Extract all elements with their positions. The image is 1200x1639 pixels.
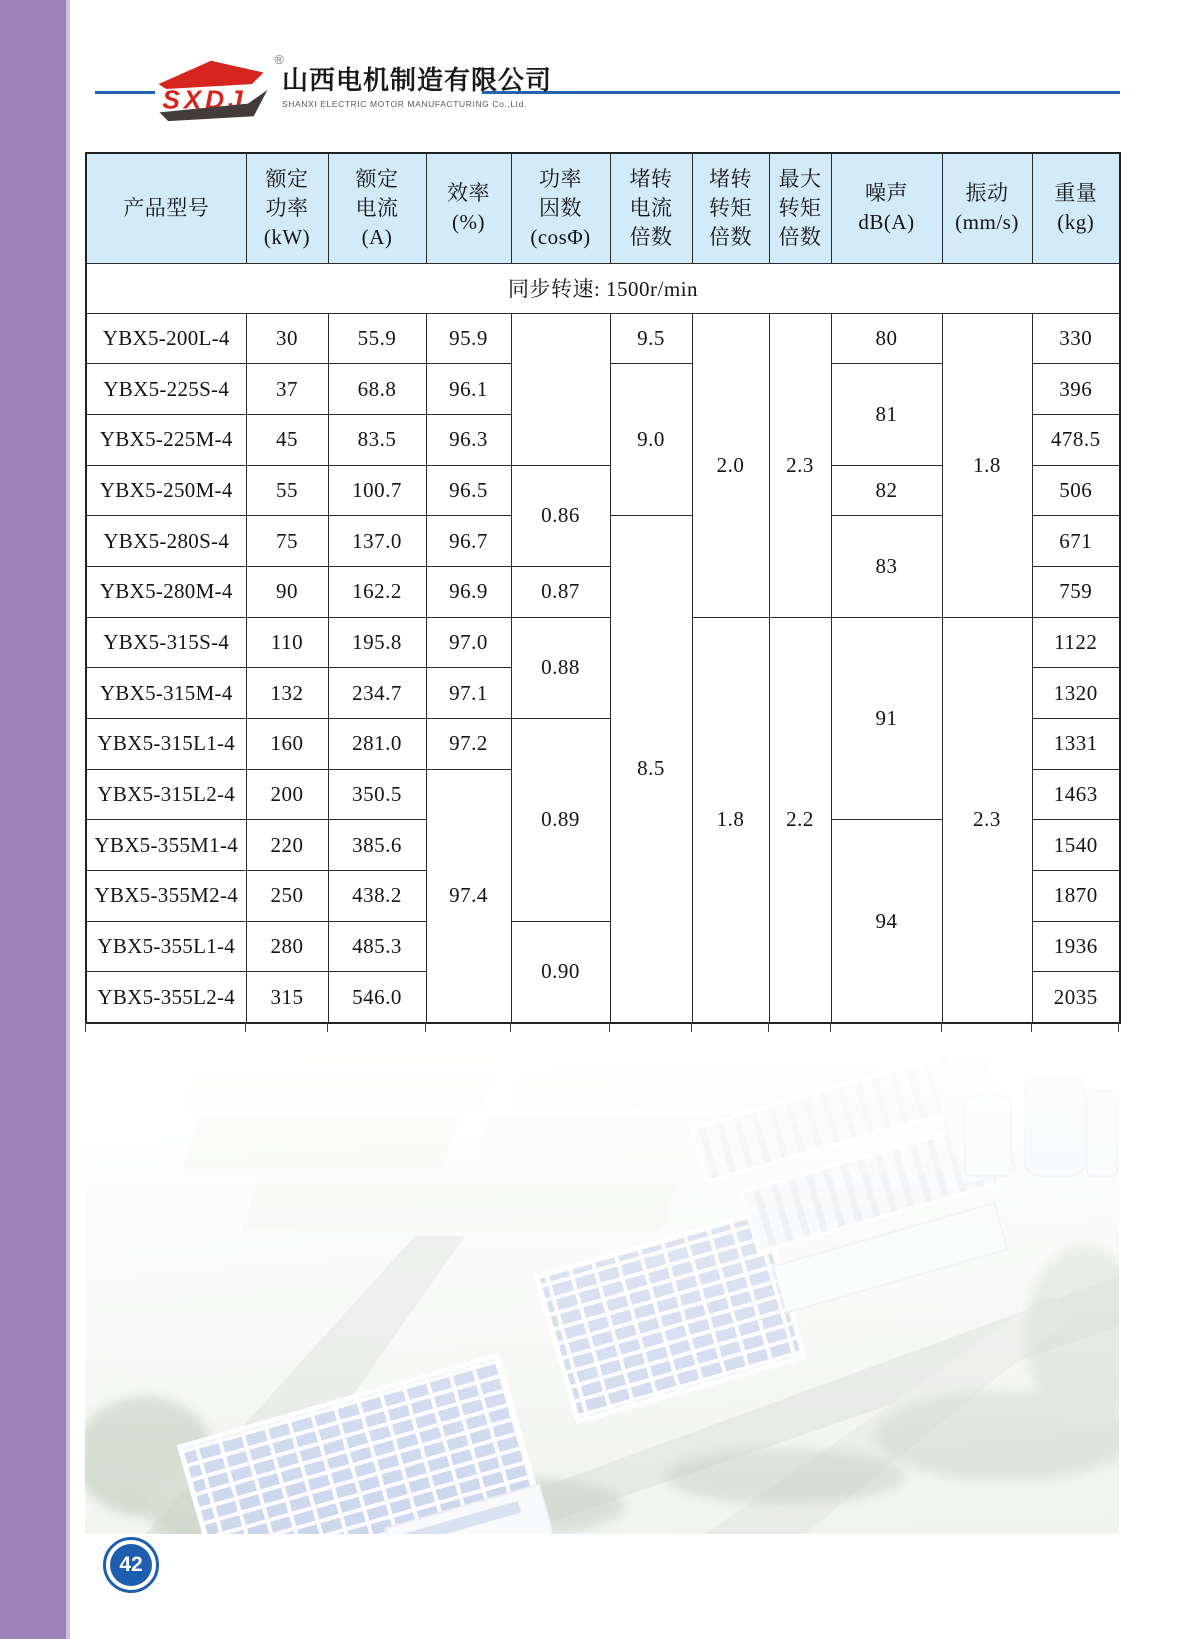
cell-model-r4: YBX5-250M-4: [86, 465, 246, 516]
cell-current-r3: 83.5: [328, 414, 426, 465]
company-name-en: SHANXI ELECTRIC MOTOR MANUFACTURING Co.,Ltd.: [282, 99, 527, 109]
cell-current-r10: 350.5: [328, 769, 426, 820]
cell-current-r11: 385.6: [328, 820, 426, 871]
cell-weight-r11: 1540: [1032, 820, 1120, 871]
cell-power-r7: 110: [246, 617, 328, 668]
cell-current-r5: 137.0: [328, 516, 426, 567]
header-rule-right: [482, 91, 1120, 94]
cell-model-r14: YBX5-355L2-4: [86, 972, 246, 1023]
cell-current-r12: 438.2: [328, 871, 426, 922]
sync-speed-label: 同步转速: 1500r/min: [86, 263, 1120, 313]
cell-vibration-r7: 2.3: [942, 617, 1032, 1023]
cell-power-r8: 132: [246, 668, 328, 719]
cell-efficiency-r9: 97.2: [426, 719, 511, 770]
cell-noise-r11: 94: [831, 820, 942, 1023]
cell-noise-r7: 91: [831, 617, 942, 820]
col-header-weight: 重量 (kg): [1032, 153, 1120, 263]
cell-current-r9: 281.0: [328, 719, 426, 770]
cell-weight-r9: 1331: [1032, 719, 1120, 770]
registered-trademark-icon: ®: [274, 52, 284, 67]
cell-power-r10: 200: [246, 769, 328, 820]
factory-aerial-image: [85, 1036, 1119, 1534]
cell-weight-r4: 506: [1032, 465, 1120, 516]
cell-cos_phi-r7: 0.88: [511, 617, 610, 718]
cell-model-r10: YBX5-315L2-4: [86, 769, 246, 820]
cell-efficiency-r8: 97.1: [426, 668, 511, 719]
cell-weight-r1: 330: [1032, 313, 1120, 364]
cell-model-r2: YBX5-225S-4: [86, 364, 246, 415]
cell-model-r3: YBX5-225M-4: [86, 414, 246, 465]
purple-band-highlight: [66, 0, 70, 1639]
col-header-locked_torque: 堵转 转矩 倍数: [692, 153, 769, 263]
cell-locked_current-r1: 9.5: [610, 313, 692, 364]
cell-weight-r3: 478.5: [1032, 414, 1120, 465]
cell-power-r11: 220: [246, 820, 328, 871]
col-header-efficiency: 效率 (%): [426, 153, 511, 263]
cell-cos_phi-r1: [511, 313, 610, 465]
cell-weight-r6: 759: [1032, 566, 1120, 617]
cell-model-r8: YBX5-315M-4: [86, 668, 246, 719]
cell-power-r3: 45: [246, 414, 328, 465]
cell-power-r6: 90: [246, 566, 328, 617]
cell-weight-r13: 1936: [1032, 921, 1120, 972]
cell-power-r9: 160: [246, 719, 328, 770]
cell-power-r14: 315: [246, 972, 328, 1023]
cell-current-r7: 195.8: [328, 617, 426, 668]
cell-max_torque-r7: 2.2: [769, 617, 831, 1023]
table-header-row: [86, 153, 1120, 263]
cell-efficiency-r7: 97.0: [426, 617, 511, 668]
cell-weight-r12: 1870: [1032, 871, 1120, 922]
col-header-cos_phi: 功率 因数 (cosΦ): [511, 153, 610, 263]
company-logo: [152, 52, 284, 126]
col-header-max_torque: 最大 转矩 倍数: [769, 153, 831, 263]
cell-current-r6: 162.2: [328, 566, 426, 617]
cell-weight-r8: 1320: [1032, 668, 1120, 719]
cell-efficiency-r4: 96.5: [426, 465, 511, 516]
cell-noise-r4: 82: [831, 465, 942, 516]
col-header-power: 额定 功率 (kW): [246, 153, 328, 263]
cell-locked_current-r2: 9.0: [610, 364, 692, 516]
cell-model-r7: YBX5-315S-4: [86, 617, 246, 668]
sxdj-logo-icon: [152, 54, 270, 124]
page-number-badge: [103, 1537, 159, 1593]
col-header-noise: 噪声 dB(A): [831, 153, 942, 263]
cell-power-r5: 75: [246, 516, 328, 567]
cell-noise-r2: 81: [831, 364, 942, 465]
cell-efficiency-r6: 96.9: [426, 566, 511, 617]
cell-efficiency-r1: 95.9: [426, 313, 511, 364]
document-page: [72, 0, 1200, 1639]
cell-efficiency-r2: 96.1: [426, 364, 511, 415]
table-row: [86, 313, 1120, 364]
cell-power-r12: 250: [246, 871, 328, 922]
cell-model-r5: YBX5-280S-4: [86, 516, 246, 567]
cell-current-r13: 485.3: [328, 921, 426, 972]
cell-model-r11: YBX5-355M1-4: [86, 820, 246, 871]
cell-model-r12: YBX5-355M2-4: [86, 871, 246, 922]
cell-locked_current-r5: 8.5: [610, 516, 692, 1023]
cell-cos_phi-r13: 0.90: [511, 921, 610, 1022]
col-header-model: 产品型号: [86, 153, 246, 263]
cell-model-r6: YBX5-280M-4: [86, 566, 246, 617]
cell-weight-r10: 1463: [1032, 769, 1120, 820]
cell-current-r2: 68.8: [328, 364, 426, 415]
cell-model-r1: YBX5-200L-4: [86, 313, 246, 364]
cell-locked_torque-r1: 2.0: [692, 313, 769, 617]
cell-weight-r14: 2035: [1032, 972, 1120, 1023]
cell-cos_phi-r4: 0.86: [511, 465, 610, 566]
cell-efficiency-r10: 97.4: [426, 769, 511, 1022]
cell-model-r13: YBX5-355L1-4: [86, 921, 246, 972]
header-rule-left: [95, 91, 155, 94]
left-purple-band: [0, 0, 70, 1639]
cell-current-r4: 100.7: [328, 465, 426, 516]
cell-cos_phi-r9: 0.89: [511, 719, 610, 922]
cell-current-r14: 546.0: [328, 972, 426, 1023]
col-header-locked_current: 堵转 电流 倍数: [610, 153, 692, 263]
table-row: [86, 617, 1120, 668]
cell-model-r9: YBX5-315L1-4: [86, 719, 246, 770]
cell-weight-r7: 1122: [1032, 617, 1120, 668]
cell-power-r1: 30: [246, 313, 328, 364]
table-cutoff-stubs: [85, 1022, 1119, 1032]
cell-power-r4: 55: [246, 465, 328, 516]
company-name-block: [282, 60, 553, 109]
cell-power-r2: 37: [246, 364, 328, 415]
cell-max_torque-r1: 2.3: [769, 313, 831, 617]
cell-power-r13: 280: [246, 921, 328, 972]
col-header-current: 额定 电流 (A): [328, 153, 426, 263]
page-number: 42: [110, 1544, 152, 1586]
cell-weight-r5: 671: [1032, 516, 1120, 567]
cell-noise-r1: 80: [831, 313, 942, 364]
cell-vibration-r1: 1.8: [942, 313, 1032, 617]
cell-weight-r2: 396: [1032, 364, 1120, 415]
cell-noise-r5: 83: [831, 516, 942, 617]
cell-cos_phi-r6: 0.87: [511, 566, 610, 617]
col-header-vibration: 振动 (mm/s): [942, 153, 1032, 263]
cell-locked_torque-r7: 1.8: [692, 617, 769, 1023]
cell-current-r1: 55.9: [328, 313, 426, 364]
motor-spec-table: [85, 152, 1121, 1024]
logo-text: SXDJ: [162, 84, 247, 115]
sync-speed-row: [86, 263, 1120, 313]
cell-current-r8: 234.7: [328, 668, 426, 719]
cell-efficiency-r5: 96.7: [426, 516, 511, 567]
cell-efficiency-r3: 96.3: [426, 414, 511, 465]
company-name-cn: 山西电机制造有限公司: [282, 65, 553, 95]
